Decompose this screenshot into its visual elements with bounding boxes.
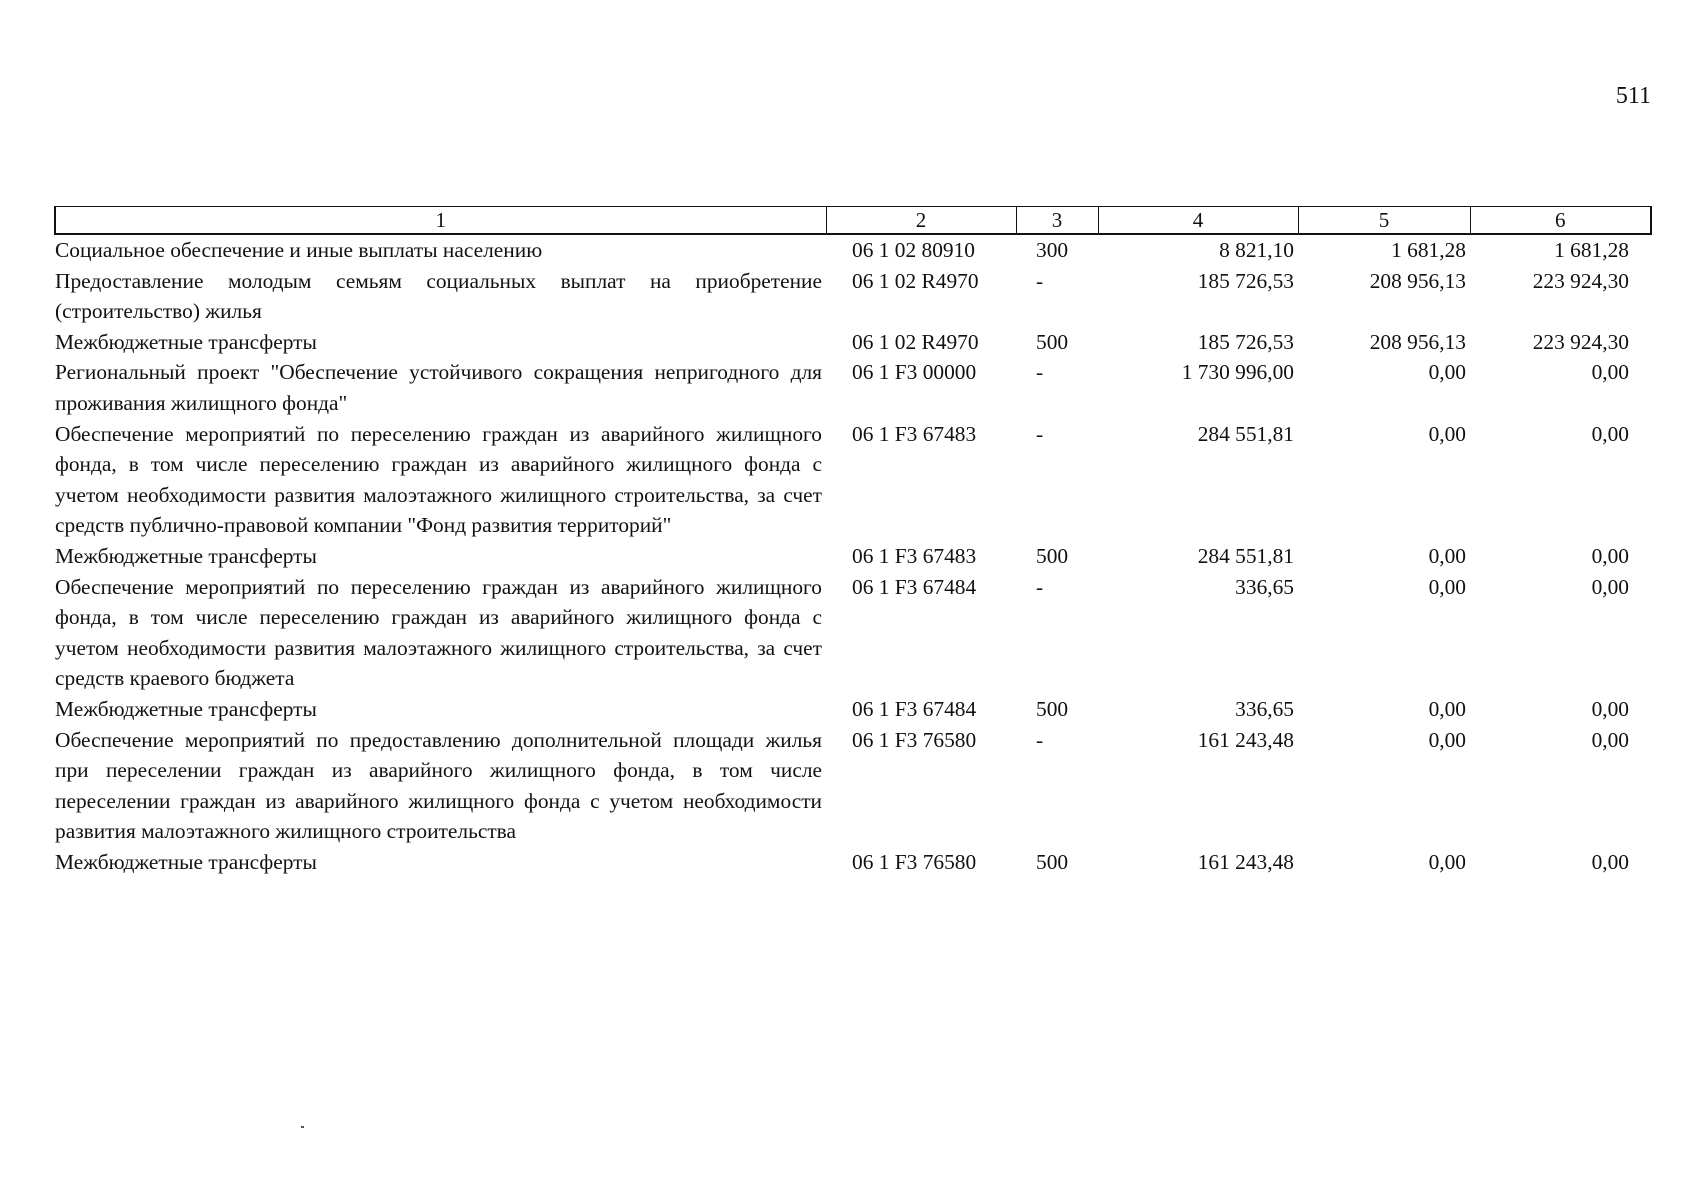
row-value-col6: 0,00 <box>1591 574 1629 599</box>
row-value-col4: 1 730 996,00 <box>1181 360 1294 385</box>
row-expense-type: 500 <box>1036 696 1069 721</box>
table-body <box>55 234 1651 877</box>
row-value-col5: 208 956,13 <box>1369 329 1466 354</box>
row-code: 06 1 02 80910 <box>852 238 975 262</box>
column-header-2: 2 <box>826 207 1016 235</box>
table-row <box>55 847 1651 878</box>
row-name: Обеспечение мероприятий по предоставлению дополнительной площади жилья при переселении граждан из аварийного жилищного фонда, в том числе переселении граждан из аварийного жилищного фонда с учетом необходимости развития малоэтажного жилищного строительства <box>55 727 822 844</box>
row-name: Предоставление молодым семьям социальных выплат на приобретение (строительство) жилья <box>55 268 822 324</box>
header-row <box>55 207 1651 235</box>
table-row <box>55 572 1651 694</box>
row-value-col5: 0,00 <box>1428 849 1466 874</box>
row-value-col6: 223 924,30 <box>1532 268 1629 293</box>
row-value-col5: 0,00 <box>1428 421 1466 446</box>
row-value-col6: 0,00 <box>1591 727 1629 752</box>
row-name: Обеспечение мероприятий по переселению граждан из аварийного жилищного фонда, в том числе переселению граждан из аварийного жилищного фонда с учетом необходимости развития малоэтажного жилищного строительства, за счет средств публично-правовой компании "Фонд развития территорий" <box>55 421 822 538</box>
row-code: 06 1 02 R4970 <box>852 268 979 293</box>
row-value-col6: 0,00 <box>1591 849 1629 874</box>
row-value-col4: 284 551,81 <box>1197 421 1294 446</box>
column-header-5: 5 <box>1298 207 1470 235</box>
table-row <box>55 234 1651 266</box>
row-code: 06 1 F3 67483 <box>852 543 977 568</box>
row-value-col4: 284 551,81 <box>1197 543 1294 568</box>
column-header-4: 4 <box>1098 207 1298 235</box>
row-value-col6: 223 924,30 <box>1532 329 1629 354</box>
row-name: Обеспечение мероприятий по переселению граждан из аварийного жилищного фонда, в том числе переселению граждан из аварийного жилищного фонда с учетом необходимости развития малоэтажного жилищного строительства, за счет средств краевого бюджета <box>55 574 822 691</box>
row-code: 06 1 F3 67484 <box>852 574 977 599</box>
row-value-col6: 0,00 <box>1591 696 1629 721</box>
row-expense-type: - <box>1036 574 1044 599</box>
row-code: 06 1 02 R4970 <box>852 329 979 354</box>
row-value-col4: 336,65 <box>1235 574 1294 599</box>
row-value-col4: 185 726,53 <box>1197 329 1294 354</box>
row-name: Межбюджетные трансферты <box>55 329 317 354</box>
row-code: 06 1 F3 67483 <box>852 421 977 446</box>
table-row <box>55 357 1651 418</box>
row-value-col6: 1 681,28 <box>1554 238 1629 262</box>
budget-table <box>54 206 1652 877</box>
row-expense-type: 300 <box>1036 238 1069 262</box>
row-value-col5: 0,00 <box>1428 574 1466 599</box>
row-value-col4: 185 726,53 <box>1197 268 1294 293</box>
row-name: Межбюджетные трансферты <box>55 543 317 568</box>
row-value-col4: 161 243,48 <box>1197 849 1294 874</box>
row-value-col6: 0,00 <box>1591 421 1629 446</box>
row-expense-type: - <box>1036 268 1044 293</box>
row-value-col4: 8 821,10 <box>1219 238 1294 262</box>
row-value-col5: 208 956,13 <box>1369 268 1466 293</box>
row-value-col6: 0,00 <box>1591 360 1629 385</box>
table-row <box>55 419 1651 541</box>
table-row <box>55 266 1651 327</box>
row-expense-type: - <box>1036 421 1044 446</box>
table-row <box>55 541 1651 572</box>
row-name: Межбюджетные трансферты <box>55 696 317 721</box>
row-code: 06 1 F3 76580 <box>852 849 977 874</box>
row-expense-type: 500 <box>1036 849 1069 874</box>
row-value-col5: 0,00 <box>1428 543 1466 568</box>
row-code: 06 1 F3 76580 <box>852 727 977 752</box>
table-row <box>55 725 1651 847</box>
table-header <box>55 207 1651 235</box>
row-value-col5: 0,00 <box>1428 727 1466 752</box>
row-value-col5: 0,00 <box>1428 696 1466 721</box>
row-expense-type: 500 <box>1036 543 1069 568</box>
row-expense-type: 500 <box>1036 329 1069 354</box>
row-value-col5: 0,00 <box>1428 360 1466 385</box>
row-value-col4: 161 243,48 <box>1197 727 1294 752</box>
row-expense-type: - <box>1036 727 1044 752</box>
row-name: Межбюджетные трансферты <box>55 849 317 874</box>
table-row <box>55 327 1651 358</box>
row-value-col5: 1 681,28 <box>1391 238 1466 262</box>
column-header-1: 1 <box>55 207 826 235</box>
column-header-3: 3 <box>1016 207 1098 235</box>
row-value-col4: 336,65 <box>1235 696 1294 721</box>
scan-speck <box>301 1126 304 1128</box>
column-header-6: 6 <box>1470 207 1651 235</box>
row-expense-type: - <box>1036 360 1044 385</box>
row-name: Социальное обеспечение и иные выплаты населению <box>55 238 543 262</box>
row-code: 06 1 F3 00000 <box>852 360 977 385</box>
table-row <box>55 694 1651 725</box>
row-code: 06 1 F3 67484 <box>852 696 977 721</box>
row-value-col6: 0,00 <box>1591 543 1629 568</box>
row-name: Региональный проект "Обеспечение устойчивого сокращения непригодного для проживания жилищного фонда" <box>55 360 822 415</box>
page-number: 511 <box>1615 83 1651 109</box>
